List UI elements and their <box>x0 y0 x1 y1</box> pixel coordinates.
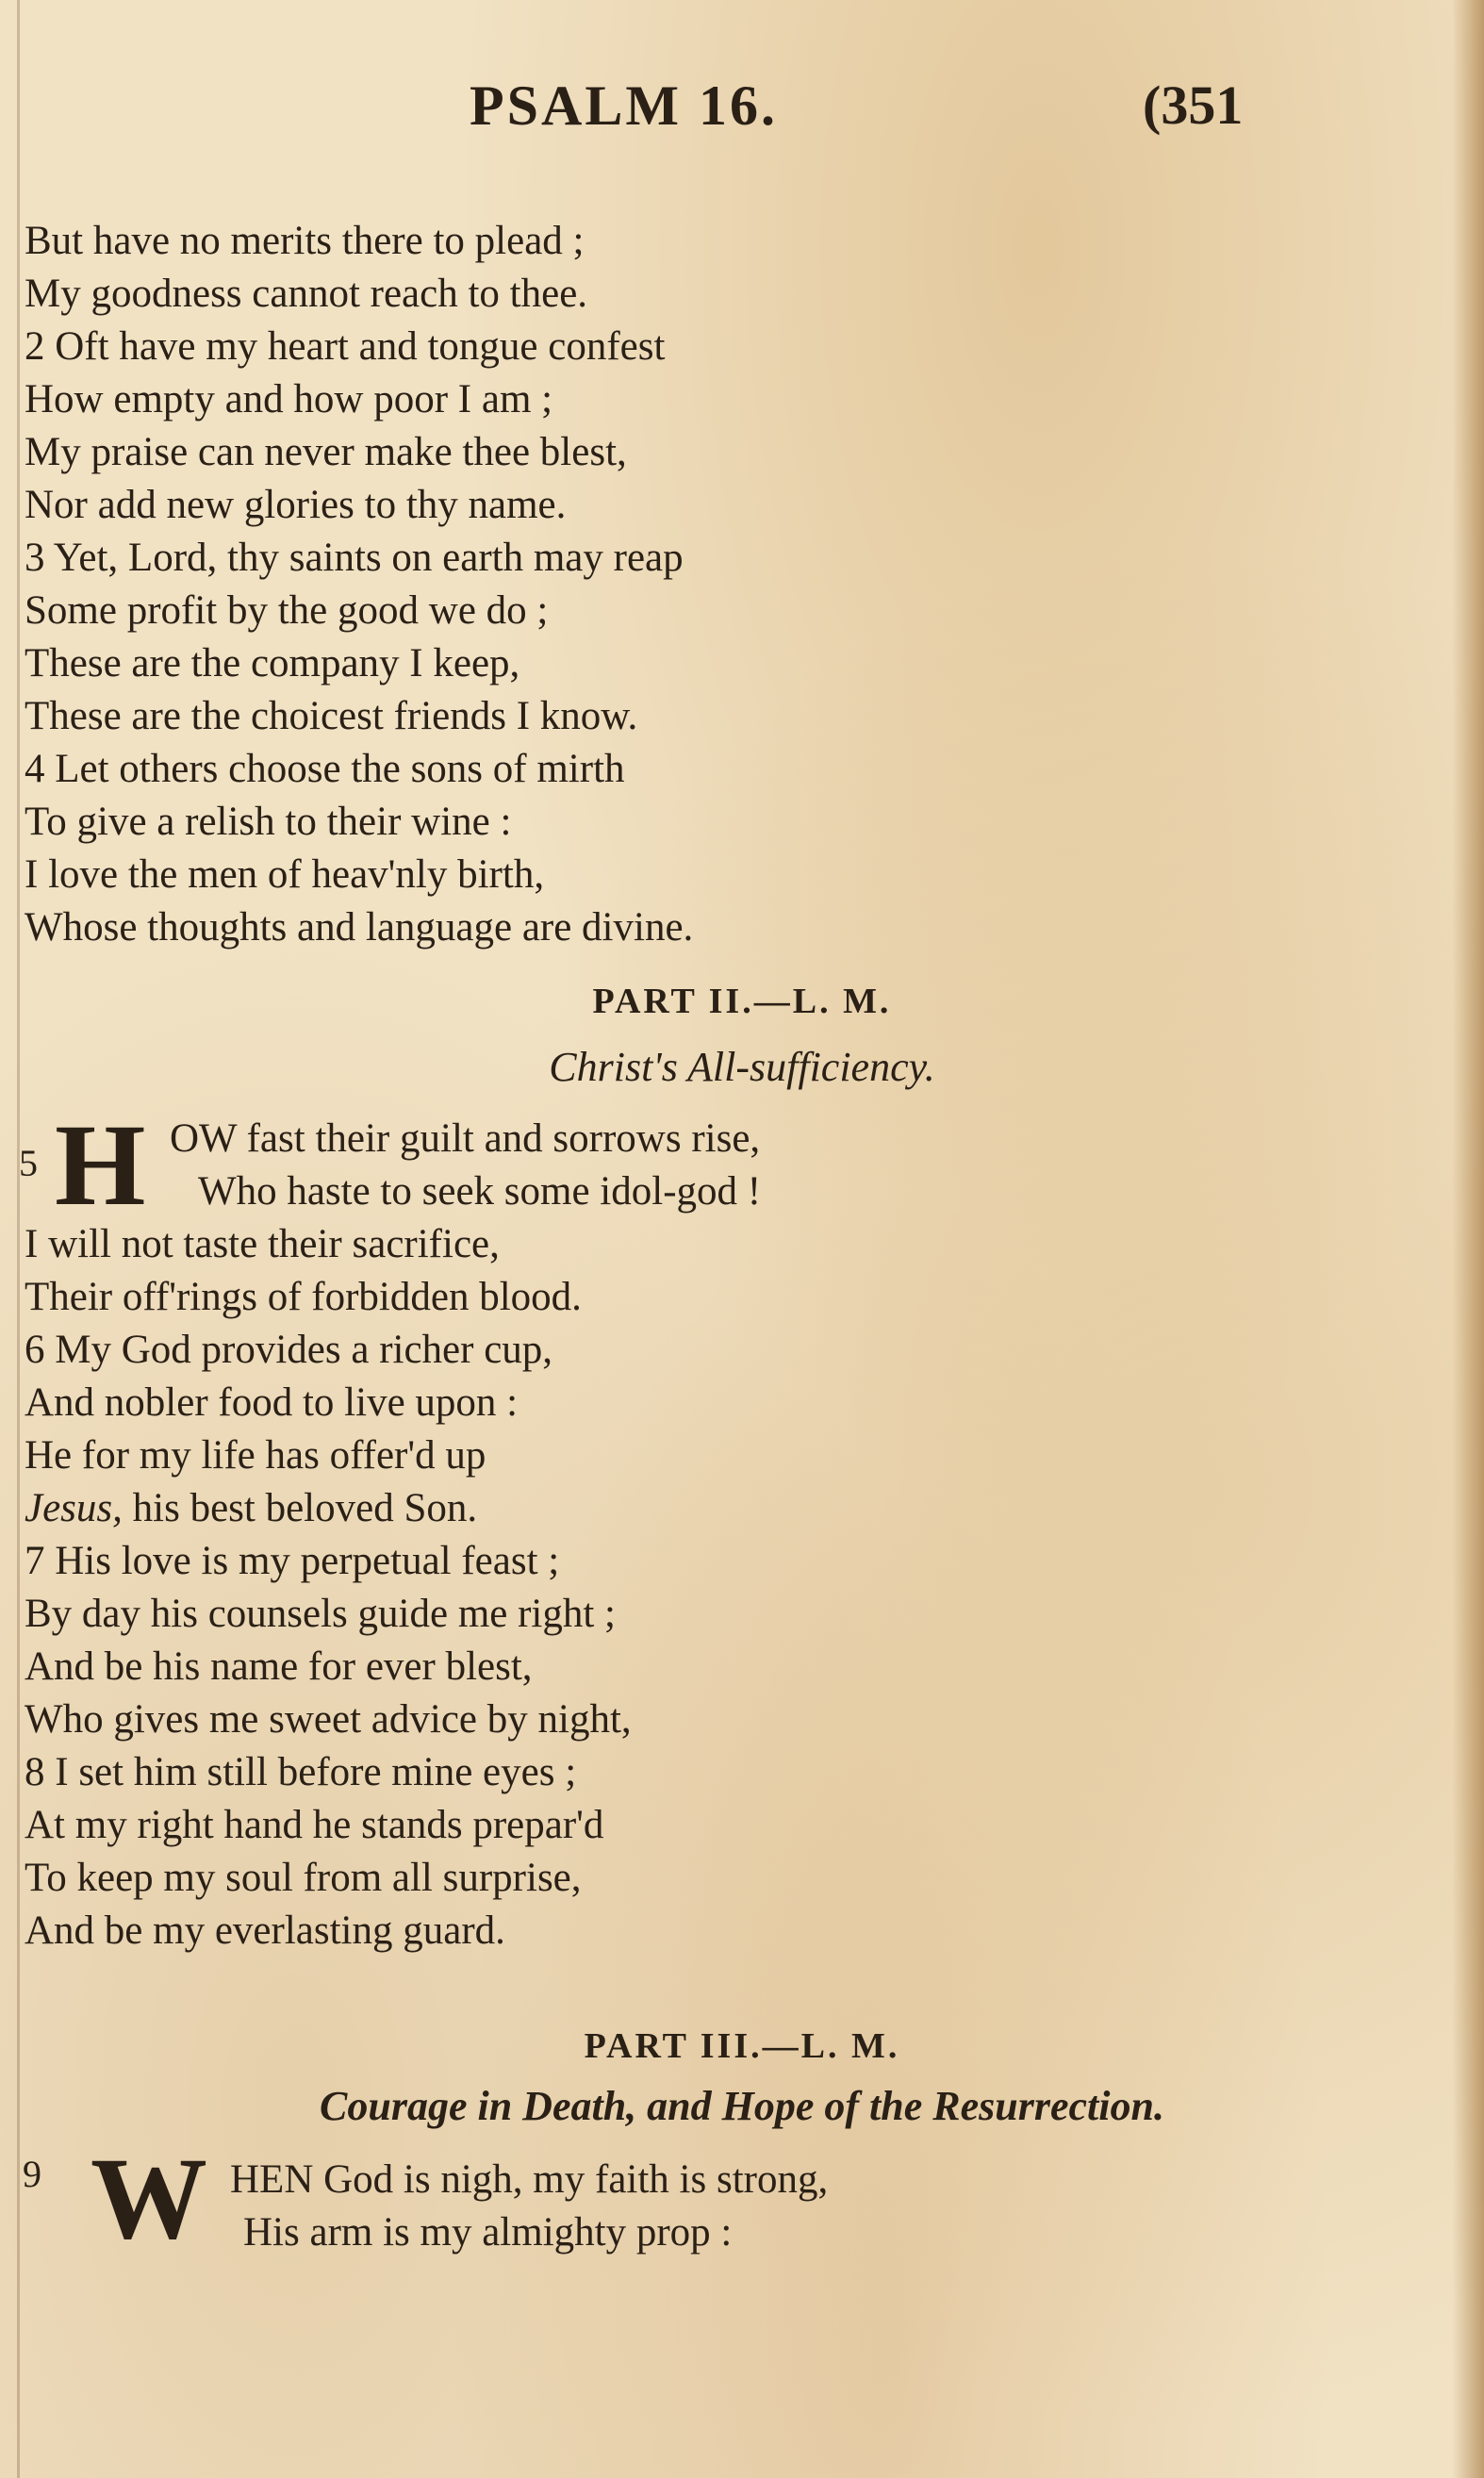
verse-line: Their off'rings of forbidden blood. <box>25 1275 582 1319</box>
verse-line: To give a relish to their wine : <box>25 800 512 844</box>
verse-line: Who haste to seek some idol-god ! <box>198 1169 762 1214</box>
verse-line: Who gives me sweet advice by night, <box>25 1697 632 1742</box>
verse-line-rest: his best beloved Son. <box>132 1486 478 1530</box>
part3-subtitle: Courage in Death, and Hope of the Resurrection. <box>320 2083 1164 2129</box>
page-number: (351 <box>1143 74 1244 136</box>
verse-line: Whose thoughts and language are divine. <box>25 905 694 950</box>
verse-line: 4 Let others choose the sons of mirth <box>25 747 625 791</box>
running-title: PSALM 16. <box>470 74 778 137</box>
verse-line: 2 Oft have my heart and tongue confest <box>25 324 666 369</box>
verse-line: HEN God is nigh, my faith is strong, <box>230 2157 829 2202</box>
verse-line: At my right hand he stands prepar'd <box>25 1803 604 1847</box>
verse-line: I will not taste their sacrifice, <box>25 1222 500 1266</box>
verse-line: OW fast their guilt and sorrows rise, <box>170 1116 761 1161</box>
page-header <box>0 74 1484 149</box>
verse-line: 7 His love is my perpetual feast ; <box>25 1539 560 1583</box>
part3-heading: PART III.—L. M. <box>584 2026 900 2066</box>
verse-line: 8 I set him still before mine eyes ; <box>25 1750 577 1794</box>
verse-number: 5 <box>19 1142 38 1184</box>
verse-line: And be my everlasting guard. <box>25 1908 505 1953</box>
verse-line: His arm is my almighty prop : <box>243 2210 733 2255</box>
part2-subtitle: Christ's All-sufficiency. <box>549 1044 935 1090</box>
verse-line: Some profit by the good we do ; <box>25 588 549 633</box>
italic-name: Jesus, <box>25 1486 123 1530</box>
drop-cap: W <box>91 2134 207 2263</box>
verse-line: 6 My God provides a richer cup, <box>25 1328 553 1372</box>
drop-cap: H <box>55 1100 146 1230</box>
part2-heading: PART II.—L. M. <box>592 982 892 1021</box>
verse-number: 9 <box>23 2153 41 2195</box>
verse-line: And be his name for ever blest, <box>25 1644 533 1689</box>
verse-line: 3 Yet, Lord, thy saints on earth may reap <box>25 536 684 580</box>
verse-line-with-italic <box>25 1482 477 1535</box>
verse-line: These are the company I keep, <box>25 641 520 686</box>
verse-line: By day his counsels guide me right ; <box>25 1592 617 1636</box>
verse-line: And nobler food to live upon : <box>25 1380 519 1425</box>
verse-line: But have no merits there to plead ; <box>25 219 585 263</box>
verse-line: He for my life has offer'd up <box>25 1433 486 1478</box>
verse-line: How empty and how poor I am ; <box>25 377 553 421</box>
verse-line: To keep my soul from all surprise, <box>25 1856 582 1900</box>
verse-line: My goodness cannot reach to thee. <box>25 272 588 316</box>
verse-line: My praise can never make thee blest, <box>25 430 627 474</box>
verse-line: These are the choicest friends I know. <box>25 694 638 738</box>
verse-line: I love the men of heav'nly birth, <box>25 852 545 897</box>
verse-line: Nor add new glories to thy name. <box>25 483 567 527</box>
